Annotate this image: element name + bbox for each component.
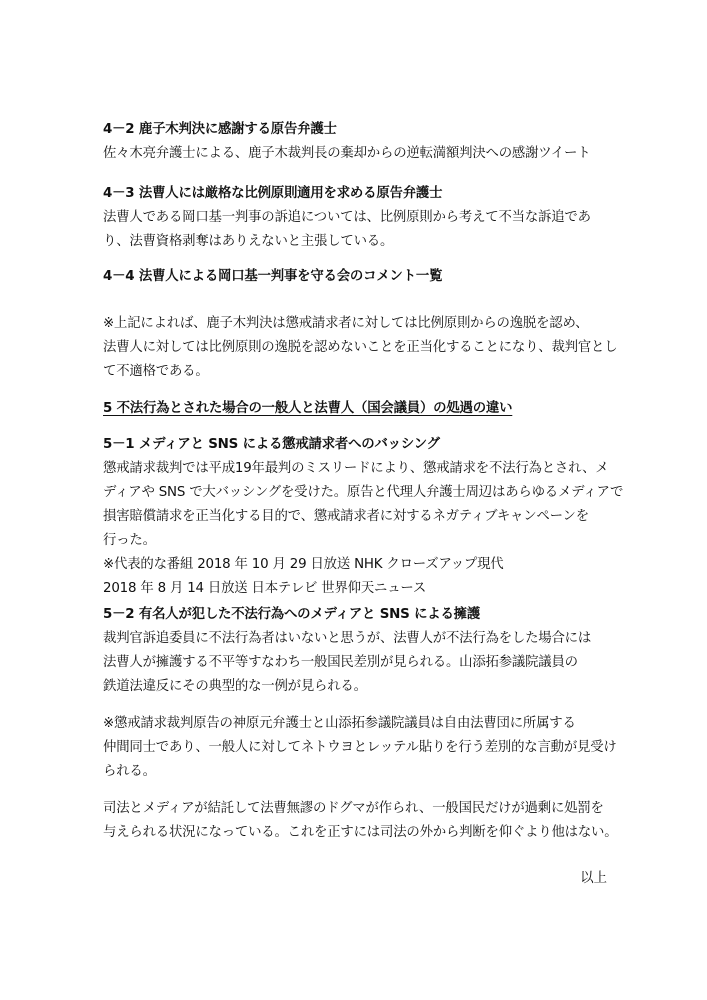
paragraph-line: 懲戒請求裁判では平成19年最判のミスリードにより、懲戒請求を不法行為とされ、メ xyxy=(103,461,609,476)
closing-mark: 以上 xyxy=(580,871,607,886)
paragraph-line: 行った。 xyxy=(103,533,156,548)
section-heading: 5 不法行為とされた場合の一般人と法曹人（国会議員）の処遇の違い xyxy=(103,401,513,416)
section-5-1 xyxy=(103,433,624,601)
section-heading: 4－2 鹿子木判決に感謝する原告弁護士 xyxy=(103,122,337,137)
paragraph-line: 損害賠償請求を正当化する目的で、懲戒請求者に対するネガティブキャンペーンを xyxy=(103,509,589,524)
section-4-2 xyxy=(103,118,608,166)
paragraph-line: 仲間同士であり、一般人に対してネトウヨとレッテル貼りを行う差別的な言動が見受け xyxy=(103,740,617,755)
paragraph-line: り、法曹資格剥奪はありえないと主張している。 xyxy=(103,234,394,249)
note-paragraph xyxy=(103,312,618,384)
paragraph-line: て不適格である。 xyxy=(103,364,209,379)
section-4-4 xyxy=(103,265,608,289)
section-heading: 5－2 有名人が犯した不法行為へのメディアと SNS による擁護 xyxy=(103,607,481,622)
section-heading: 4－3 法曹人には厳格な比例原則適用を求める原告弁護士 xyxy=(103,186,443,201)
paragraph-line: 鉄道法違反にその典型的な一例が見られる。 xyxy=(103,679,367,694)
conclusion-paragraph xyxy=(103,797,618,845)
section-heading: 5－1 メディアと SNS による懲戒請求者へのバッシング xyxy=(103,437,440,452)
paragraph-line: 裁判官訴追委員に不法行為者はいないと思うが、法曹人が不法行為をした場合には xyxy=(103,631,592,646)
section-heading: 4－4 法曹人による岡口基一判事を守る会のコメント一覧 xyxy=(103,269,443,284)
paragraph-line: ※懲戒請求裁判原告の神原元弁護士と山添拓参議院議員は自由法曹団に所属する xyxy=(103,716,576,731)
paragraph-line: られる。 xyxy=(103,764,156,779)
paragraph-line: 司法とメディアが結託して法曹無謬のドグマが作られ、一般国民だけが過剰に処罰を xyxy=(103,801,604,816)
paragraph-line: 法曹人に対しては比例原則の逸脱を認めないことを正当化することになり、裁判官とし xyxy=(103,340,618,355)
section-4-3 xyxy=(103,182,608,254)
program-reference: 2018 年 8 月 14 日放送 日本テレビ 世界仰天ニュース xyxy=(103,581,427,596)
section-5-2 xyxy=(103,603,608,699)
paragraph-line: 与えられる状況になっている。これを正すには司法の外から判断を仰ぐより他はない。 xyxy=(103,825,618,840)
section-5 xyxy=(103,397,608,421)
paragraph-line: 佐々木亮弁護士による、鹿子木裁判長の棄却からの逆転満額判決への感謝ツイート xyxy=(103,146,591,161)
paragraph-line: 法曹人である岡口基一判事の訴追については、比例原則から考えて不当な訴追であ xyxy=(103,210,591,225)
paragraph-line: ※上記によれば、鹿子木判決は懲戒請求者に対しては比例原則からの逸脱を認め、 xyxy=(103,316,589,331)
paragraph-line: 法曹人が擁護する不平等すなわち一般国民差別が見られる。山添拓参議院議員の xyxy=(103,655,578,670)
paragraph-line: ディアや SNS で大バッシングを受けた。原告と代理人弁護士周辺はあらゆるメディアで xyxy=(103,485,624,500)
program-reference: ※代表的な番組 2018 年 10 月 29 日放送 NHK クローズアップ現代 xyxy=(103,557,504,572)
note-paragraph xyxy=(103,712,617,784)
